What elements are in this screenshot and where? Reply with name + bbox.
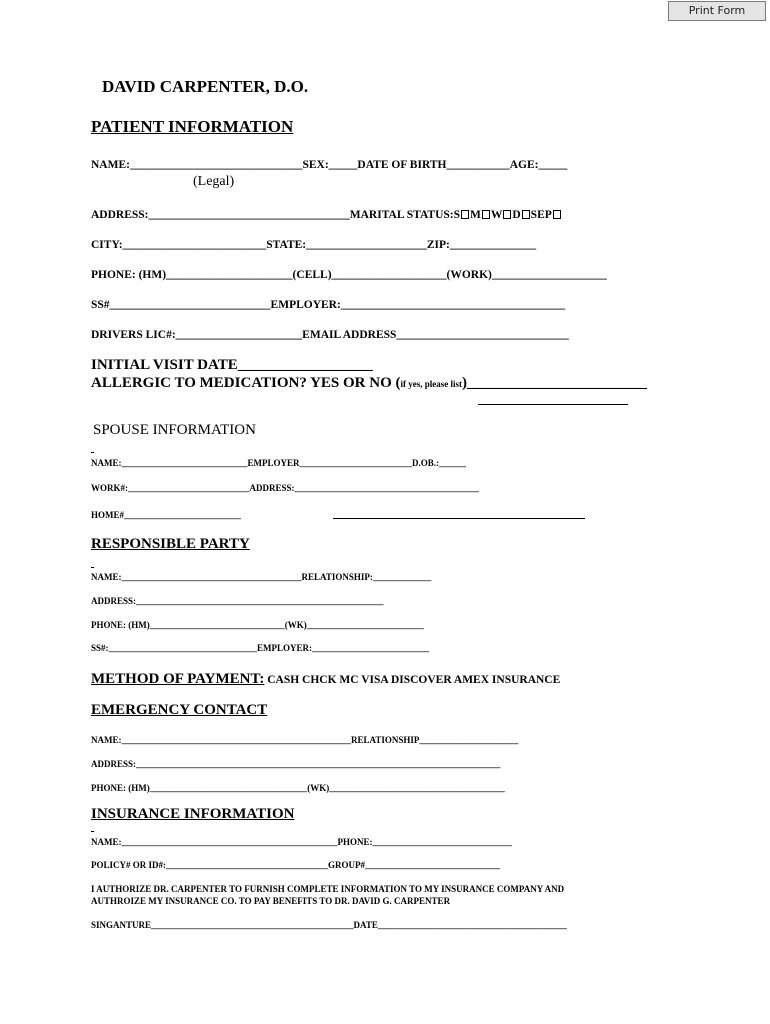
separated-label: SEP <box>530 209 552 221</box>
patient-drivers-line[interactable]: DRIVERS LIC#:______________________EMAIL ADDRESS______________________________ <box>91 329 569 341</box>
insurance-policy-line[interactable]: POLICY# OR ID#:____________________________________GROUP#______________________________ <box>91 860 500 870</box>
patient-phone-line[interactable]: PHONE: (HM)______________________(CELL)____________________(WORK)____________________ <box>91 269 607 281</box>
signature-date-line[interactable]: SINGANTURE_____________________________________________DATE__________________________________________ <box>91 920 567 930</box>
widowed-label: W <box>490 209 503 221</box>
insurance-field-marker <box>91 831 94 832</box>
emergency-contact-heading: EMERGENCY CONTACT <box>91 702 268 718</box>
emergency-phone-line[interactable]: PHONE: (HM)___________________________________(WK)_______________________________________ <box>91 783 505 793</box>
legal-label: (Legal) <box>193 174 235 189</box>
widowed-checkbox[interactable] <box>503 210 511 219</box>
payment-line <box>91 670 560 688</box>
patient-city-line[interactable]: CITY:_________________________STATE:_____________________ZIP:_______________ <box>91 239 537 251</box>
divorced-checkbox[interactable] <box>522 210 530 219</box>
payment-heading: METHOD OF PAYMENT: <box>91 671 265 687</box>
married-label: M <box>470 209 481 221</box>
single-checkbox[interactable] <box>461 210 469 219</box>
responsible-phone-line[interactable]: PHONE: (HM)______________________________(WK)__________________________ <box>91 620 424 630</box>
doctor-name: DAVID CARPENTER, D.O. <box>102 77 309 96</box>
responsible-name-line[interactable]: NAME:________________________________________RELATIONSHIP:_____________ <box>91 572 432 582</box>
allergic-field: )________________________ <box>462 375 647 391</box>
authorization-line-2: AUTHROIZE MY INSURANCE CO. TO PAY BENEFITS TO DR. DAVID G. CARPENTER <box>91 896 451 906</box>
insurance-name-line[interactable]: NAME:________________________________________________PHONE:_______________________________ <box>91 837 512 847</box>
spouse-address-extra-line[interactable] <box>333 518 585 519</box>
spouse-home-line[interactable]: HOME#__________________________ <box>91 510 241 520</box>
emergency-address-line[interactable]: ADDRESS:_________________________________________________________________________________ <box>91 759 501 769</box>
patient-ss-line[interactable]: SS#____________________________EMPLOYER:_______________________________________ <box>91 299 566 311</box>
separated-checkbox[interactable] <box>553 210 561 219</box>
payment-options: CASH CHCK MC VISA DISCOVER AMEX INSURANCE <box>264 674 561 686</box>
married-checkbox[interactable] <box>482 210 490 219</box>
spouse-information-heading: SPOUSE INFORMATION <box>93 422 256 438</box>
patient-information-heading: PATIENT INFORMATION <box>91 117 294 136</box>
spouse-name-line[interactable]: NAME:____________________________EMPLOYER_________________________D.OB.:______ <box>91 458 466 468</box>
authorization-line-1: I AUTHORIZE DR. CARPENTER TO FURNISH COMPLETE INFORMATION TO MY INSURANCE COMPANY AND <box>91 884 565 894</box>
responsible-field-marker <box>91 567 94 568</box>
responsible-address-line[interactable]: ADDRESS:_______________________________________________________ <box>91 596 384 606</box>
spouse-field-marker <box>91 452 94 453</box>
responsible-ss-line[interactable]: SS#:_________________________________EMPLOYER:__________________________ <box>91 643 430 653</box>
spouse-work-line[interactable]: WORK#:___________________________ADDRESS:_________________________________________ <box>91 483 480 493</box>
allergic-label: ALLERGIC TO MEDICATION? YES OR NO ( <box>91 375 401 391</box>
initial-visit-line[interactable]: INITIAL VISIT DATE__________________ <box>91 357 373 373</box>
patient-name-line[interactable]: NAME:______________________________SEX:_____DATE OF BIRTH___________AGE:_____ <box>91 159 568 171</box>
patient-address-line[interactable] <box>91 209 562 221</box>
address-marital-label: ADDRESS:___________________________________MARITAL STATUS:S <box>91 209 460 221</box>
allergic-line[interactable] <box>91 375 647 392</box>
allergic-note: if yes, please list <box>400 379 462 389</box>
insurance-information-heading: INSURANCE INFORMATION <box>91 806 295 822</box>
divorced-label: D <box>512 209 521 221</box>
allergic-extra-line[interactable] <box>478 404 628 405</box>
emergency-name-line[interactable]: NAME:___________________________________________________RELATIONSHIP______________________ <box>91 735 519 745</box>
print-form-button[interactable]: Print Form <box>668 1 766 21</box>
responsible-party-heading: RESPONSIBLE PARTY <box>91 536 250 552</box>
